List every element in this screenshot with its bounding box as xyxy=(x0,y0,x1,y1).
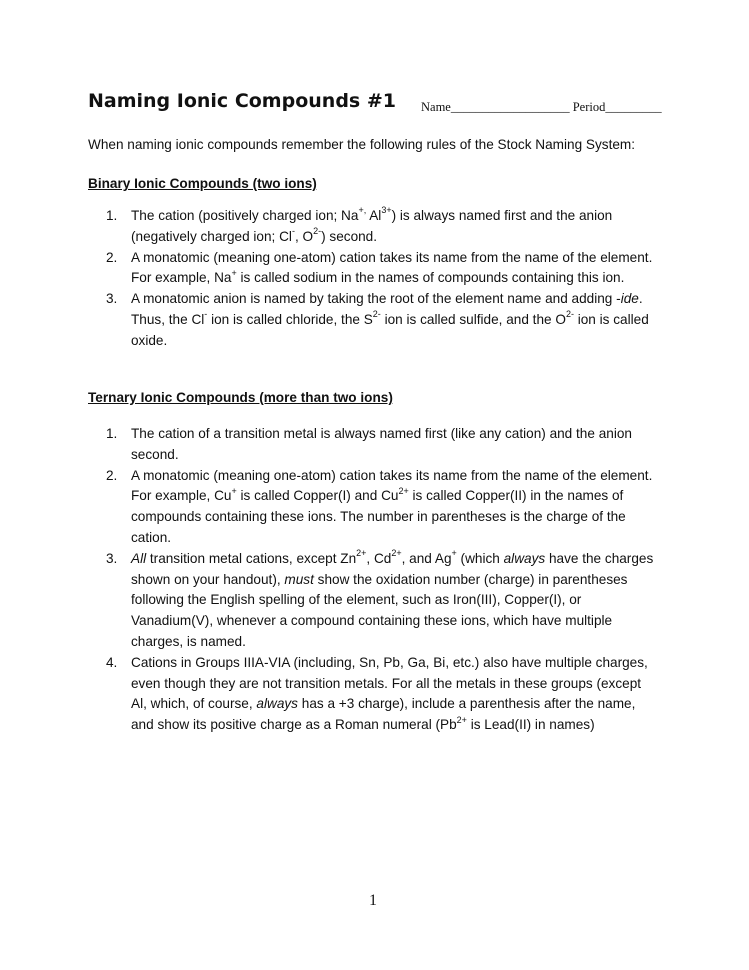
ternary-rules-list xyxy=(88,424,658,736)
binary-rules-list xyxy=(88,206,658,352)
list-item: 2. A monatomic (meaning one-atom) cation takes its name from the name of the element. For example, Na+ is called sodium in the names of compounds containing this ion. xyxy=(106,249,653,286)
list-item: 3. A monatomic anion is named by taking the root of the element name and adding -ide. Thus, the Cl- ion is called chloride, the $S^{2-}$ ion is called sulfide, and the $O^{2-}$ ion is called oxide. xyxy=(106,291,649,348)
ternary-heading: Ternary Ionic Compounds (more than two ions) xyxy=(88,390,393,405)
list-item: 1. The cation of a transition metal is always named first (like any cation) and the anion second. xyxy=(106,426,632,462)
intro-text: When naming ionic compounds remember the following rules of the Stock Naming System: xyxy=(88,137,636,152)
binary-heading: Binary Ionic Compounds (two ions) xyxy=(88,176,317,191)
list-item: 4. Cations in Groups IIIA-VIA (including, Sn, Pb, Ga, Bi, etc.) also have multiple charges, even though they are not transition metals. For all the metals in these groups (except Al, which, of course, always has a +3 charge), include a parenthesis after the name, and show its positive charge as a Roman numeral ($Pb^{2+}$ is Lead(II) in names) xyxy=(106,654,648,733)
page-number: 1 xyxy=(369,892,377,909)
page-title: Naming Ionic Compounds #1 xyxy=(88,90,396,112)
list-item: 2. A monatomic (meaning one-atom) cation takes its name from the name of the element. For example, Cu+ is called Copper(I) and $Cu^{2+}$ is called Copper(II) in the names of compounds containing these ions. The number in parentheses is the charge of the cation. xyxy=(106,467,653,545)
list-item: 1. The cation (positively charged ion; Na+, $Al^{3+}$) is always named first and the anion (negatively charged ion; Cl-, $O^{2-}$) second. xyxy=(106,205,613,244)
name-period-field: Name___________________ Period_________ xyxy=(421,100,662,114)
list-item: 3. All transition metal cations, except $Zn^{2+}$, $Cd^{2+}$, and Ag+ (which always have the charges shown on your handout), must show the oxidation number (charge) in parentheses following the English spelling of the element, such as Iron(III), Copper(I), or Vanadium(V), whenever a compound containing these ions, which have multiple charges, is named. xyxy=(106,548,654,649)
